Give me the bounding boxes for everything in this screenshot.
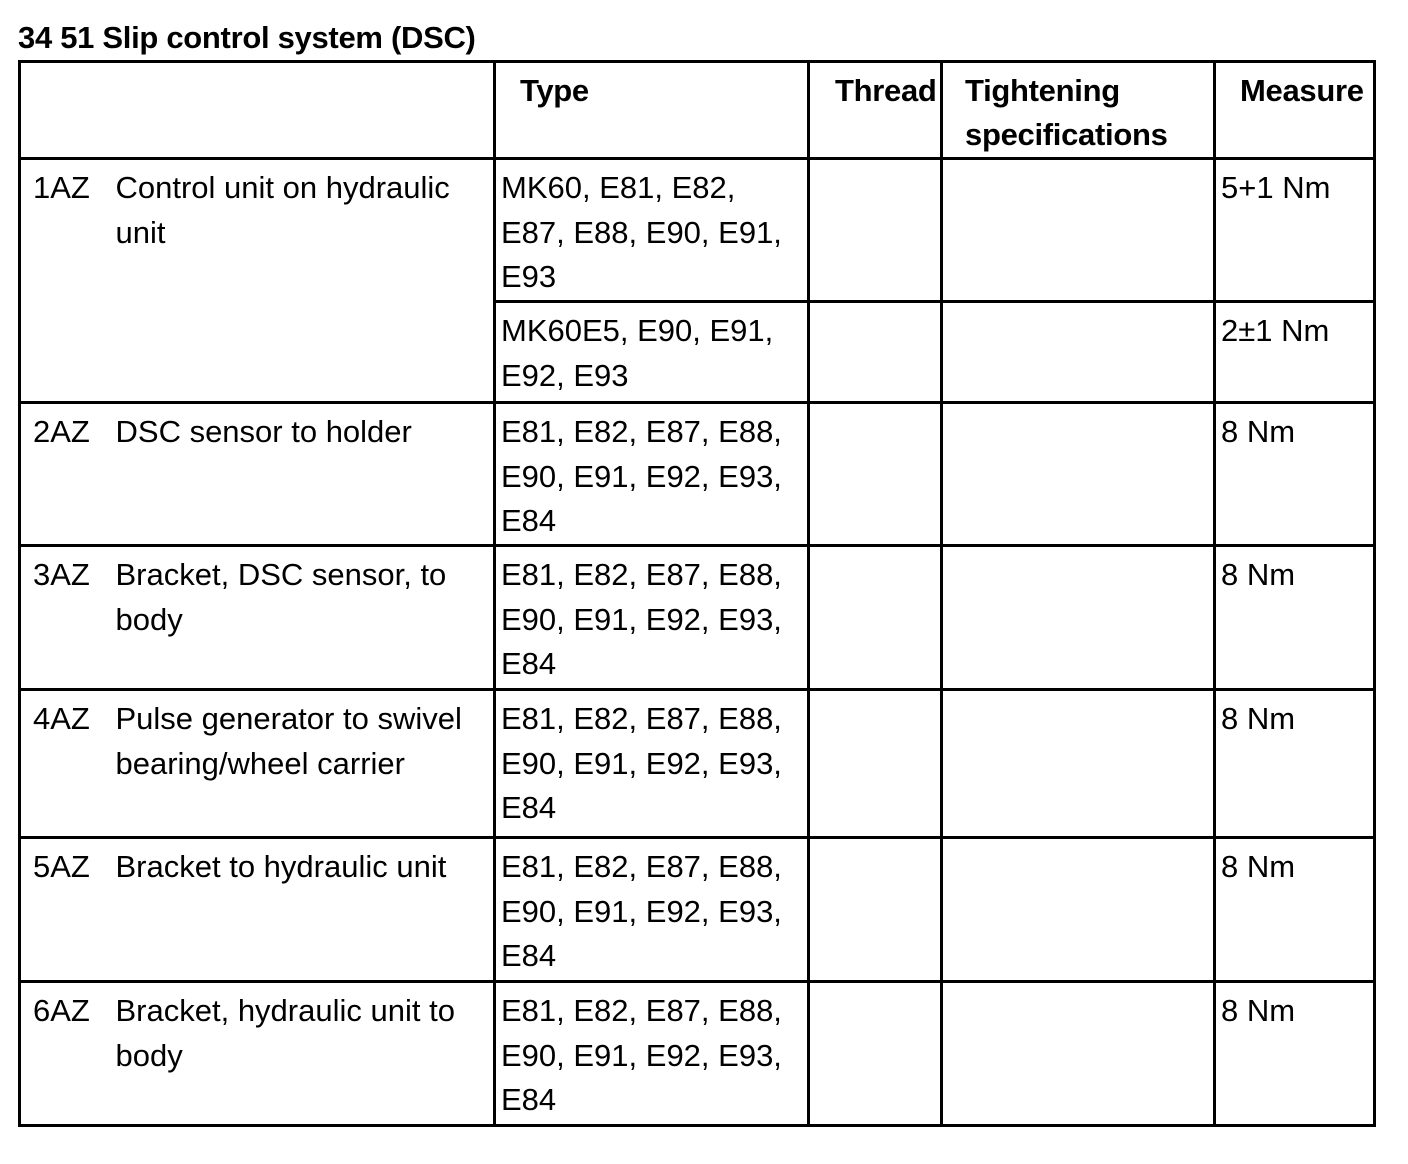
row-id: 3AZ bbox=[20, 546, 116, 690]
row-thread bbox=[809, 302, 942, 403]
row-thread bbox=[809, 838, 942, 982]
table-row bbox=[20, 690, 1375, 838]
row-tightening bbox=[942, 546, 1215, 690]
row-measure: 8 Nm bbox=[1215, 546, 1375, 690]
row-type: E81, E82, E87, E88, E90, E91, E92, E93, E84 bbox=[495, 838, 809, 982]
row-type: E81, E82, E87, E88, E90, E91, E92, E93, E84 bbox=[495, 546, 809, 690]
row-measure: 8 Nm bbox=[1215, 982, 1375, 1126]
row-type: E81, E82, E87, E88, E90, E91, E92, E93, E84 bbox=[495, 403, 809, 546]
row-type: MK60E5, E90, E91, E92, E93 bbox=[495, 302, 809, 403]
row-type: E81, E82, E87, E88, E90, E91, E92, E93, E84 bbox=[495, 690, 809, 838]
row-description: Control unit on hydraulic unit bbox=[116, 159, 495, 403]
row-tightening bbox=[942, 838, 1215, 982]
row-description: Bracket, hydraulic unit to body bbox=[116, 982, 495, 1126]
row-measure: 5+1 Nm bbox=[1215, 159, 1375, 302]
row-id: 5AZ bbox=[20, 838, 116, 982]
row-id: 2AZ bbox=[20, 403, 116, 546]
table-row bbox=[20, 546, 1375, 690]
row-measure: 8 Nm bbox=[1215, 838, 1375, 982]
row-type: MK60, E81, E82, E87, E88, E90, E91, E93 bbox=[495, 159, 809, 302]
row-thread bbox=[809, 982, 942, 1126]
row-thread bbox=[809, 546, 942, 690]
row-tightening bbox=[942, 302, 1215, 403]
row-description: Bracket to hydraulic unit bbox=[116, 838, 495, 982]
row-description: Bracket, DSC sensor, to body bbox=[116, 546, 495, 690]
row-thread bbox=[809, 403, 942, 546]
row-thread bbox=[809, 690, 942, 838]
header-blank bbox=[20, 62, 495, 159]
row-description: DSC sensor to holder bbox=[116, 403, 495, 546]
row-id: 4AZ bbox=[20, 690, 116, 838]
row-id: 6AZ bbox=[20, 982, 116, 1126]
table-row bbox=[20, 982, 1375, 1126]
row-thread bbox=[809, 159, 942, 302]
row-tightening bbox=[942, 690, 1215, 838]
header-type: Type bbox=[495, 62, 809, 159]
row-tightening bbox=[942, 982, 1215, 1126]
row-tightening bbox=[942, 403, 1215, 546]
table-row bbox=[20, 838, 1375, 982]
header-tightening-specifications: Tightening specifications bbox=[942, 62, 1215, 159]
page-title: 34 51 Slip control system (DSC) bbox=[18, 20, 476, 55]
row-type: E81, E82, E87, E88, E90, E91, E92, E93, E84 bbox=[495, 982, 809, 1126]
header-measure: Measure bbox=[1215, 62, 1375, 159]
header-thread: Thread bbox=[809, 62, 942, 159]
row-description: Pulse generator to swivel bearing/wheel carrier bbox=[116, 690, 495, 838]
table-row bbox=[20, 403, 1375, 546]
row-tightening bbox=[942, 159, 1215, 302]
row-measure: 8 Nm bbox=[1215, 403, 1375, 546]
torque-spec-table bbox=[18, 60, 1376, 1127]
table-header-row bbox=[20, 62, 1375, 159]
row-measure: 8 Nm bbox=[1215, 690, 1375, 838]
row-measure: 2±1 Nm bbox=[1215, 302, 1375, 403]
table-row bbox=[20, 159, 1375, 302]
row-id: 1AZ bbox=[20, 159, 116, 403]
